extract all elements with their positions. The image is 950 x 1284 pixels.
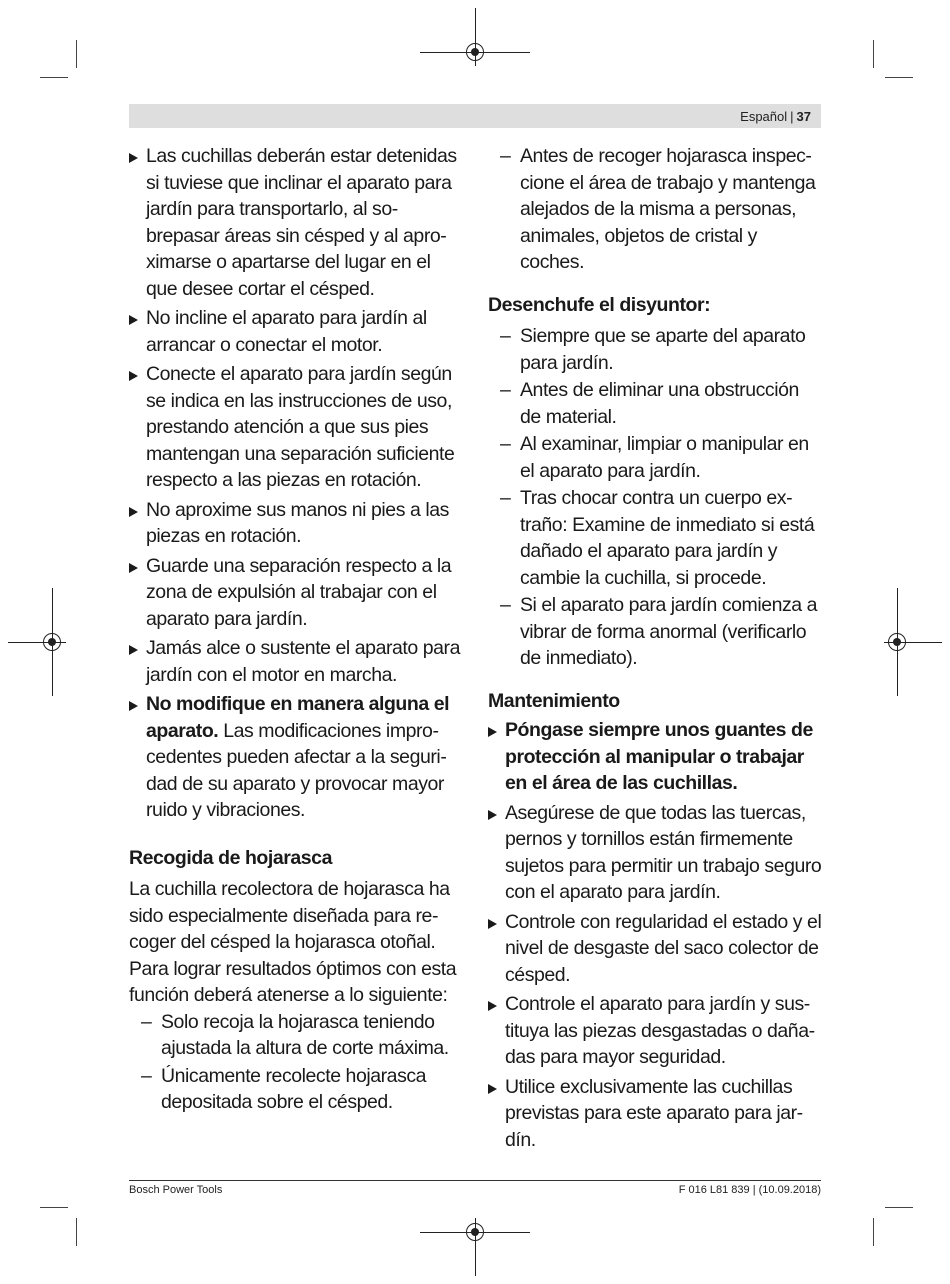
- list-item: [488, 717, 824, 797]
- list-item: [488, 800, 824, 906]
- triangle-bullet-icon: [129, 701, 138, 711]
- list-item: [488, 909, 824, 989]
- triangle-bullet-icon: [129, 371, 138, 381]
- page-number: 37: [796, 109, 811, 124]
- triangle-bullet-icon: [488, 1001, 497, 1011]
- list-item-bold-text: Póngase siempre unos guantes de protección al manipular o trabajar en el área de las cuchillas.: [505, 719, 813, 794]
- list-item-text: Jamás alce o sustente el aparato para jardín con el motor en marcha.: [146, 637, 460, 686]
- dash-item: [129, 1063, 465, 1116]
- list-item: [129, 497, 465, 550]
- dash-item-text: Al examinar, limpiar o manipular en el aparato para jardín.: [520, 433, 809, 482]
- list-item: [129, 143, 465, 302]
- dash-marker: –: [141, 1010, 152, 1033]
- list-item: [129, 635, 465, 688]
- triangle-bullet-icon: [488, 919, 497, 929]
- dash-item: [129, 1009, 465, 1062]
- footer-doc-ref: F 016 L81 839 | (10.09.2018): [678, 1184, 821, 1196]
- dash-marker: –: [500, 433, 511, 455]
- dash-item: [488, 431, 824, 484]
- list-item-text: No aproxime sus manos ni pies a las piezas en rotación.: [146, 498, 449, 547]
- list-item-text: Las modificaciones improcedentes pueden afectar a la seguridad de su aparato y provocar mayor ruido y vibraciones.: [146, 719, 447, 821]
- list-item-text: No incline el aparato para jardín al arrancar o conectar el motor.: [146, 307, 427, 356]
- section-paragraph: La cuchilla recolectora de hojarasca ha sido especialmente diseñada para recoger del césped la hojarasca otoñal. Para lograr resultados óptimos con esta función deberá atenerse a lo siguiente:: [129, 878, 457, 1006]
- dash-marker: –: [500, 325, 511, 347]
- footer-divider: [129, 1180, 821, 1181]
- registration-mark-icon: [43, 633, 61, 651]
- triangle-bullet-icon: [129, 563, 138, 573]
- footer-brand: Bosch Power Tools: [129, 1184, 223, 1196]
- list-item: [488, 991, 824, 1071]
- left-column: [129, 143, 465, 1117]
- triangle-bullet-icon: [129, 153, 138, 163]
- dash-marker: –: [141, 1064, 152, 1087]
- list-item-bold-text: No modifique en manera alguna el aparato.: [146, 693, 450, 742]
- list-item: [129, 691, 465, 824]
- dash-marker: –: [500, 487, 511, 509]
- registration-mark-icon: [466, 43, 484, 61]
- dash-item: [488, 323, 824, 376]
- list-item-text: Utilice exclusivamente las cuchillas previstas para este aparato para jardín.: [505, 1075, 804, 1151]
- crop-mark: [76, 40, 77, 68]
- list-item-text: Controle el aparato para jardín y sustituya las piezas desgastadas o dañadas para mayor seguridad.: [505, 993, 816, 1068]
- dash-marker: –: [500, 379, 511, 401]
- dash-item: [488, 592, 824, 672]
- section-heading: Recogida de hojarasca: [129, 846, 332, 869]
- dash-item: [488, 377, 824, 430]
- list-item-text: Conecte el aparato para jardín según se indica en las instrucciones de uso, prestando atención a que sus pies mantengan una separación suficiente respecto a las piezas en rotación.: [146, 363, 455, 491]
- list-item-text: Las cuchillas deberán estar detenidas si tuviese que inclinar el aparato para jardín para transportarlo, al sobrepasar áreas sin césped y al aproximarse o apartarse del lugar en el que desee cortar el césped.: [146, 145, 457, 300]
- triangle-bullet-icon: [129, 645, 138, 655]
- dash-item-text: Únicamente recolecte hojarasca depositada sobre el césped.: [161, 1064, 427, 1113]
- dash-item-text: Antes de eliminar una obstrucción de material.: [520, 379, 799, 428]
- registration-mark-icon: [888, 633, 906, 651]
- dash-item: [488, 485, 824, 591]
- triangle-bullet-icon: [129, 315, 138, 325]
- list-item-text: Controle con regularidad el estado y el nivel de desgaste del saco colector de césped.: [505, 910, 822, 986]
- dash-item-text: Antes de recoger hojarasca inspeccione el área de trabajo y mantenga alejados de la misma a personas, animales, objetos de cristal y coches.: [520, 145, 816, 273]
- list-item-text: Asegúrese de que todas las tuercas, pernos y tornillos están firmemente sujetos para permitir un trabajo seguro con el aparato para jardín.: [505, 801, 822, 903]
- list-item: [129, 553, 465, 633]
- crop-mark: [885, 77, 913, 78]
- registration-mark-icon: [466, 1223, 484, 1241]
- list-item: [129, 361, 465, 494]
- crop-mark: [40, 1207, 68, 1208]
- list-item: [129, 305, 465, 358]
- section-heading: Mantenimiento: [488, 689, 620, 712]
- crop-mark: [873, 1218, 874, 1246]
- dash-marker: –: [500, 594, 511, 616]
- dash-marker: –: [500, 145, 511, 167]
- dash-item: [488, 143, 824, 276]
- crop-mark: [40, 77, 68, 78]
- header-language: Español: [740, 109, 788, 124]
- dash-item-text: Siempre que se aparte del aparato para jardín.: [520, 325, 806, 374]
- section-heading: Desenchufe el disyuntor:: [488, 293, 711, 316]
- triangle-bullet-icon: [488, 810, 497, 820]
- list-item-text: Guarde una separación respecto a la zona de expulsión al trabajar con el aparato para jardín.: [146, 554, 452, 630]
- crop-mark: [885, 1207, 913, 1208]
- dash-item-text: Tras chocar contra un cuerpo extraño: Examine de inmediato si está dañado el aparato para jardín y cambie la cuchilla, si procede.: [520, 487, 815, 589]
- triangle-bullet-icon: [488, 1084, 497, 1094]
- crop-mark: [873, 40, 874, 68]
- crop-mark: [76, 1218, 77, 1246]
- header-text: [740, 109, 811, 124]
- right-column: [488, 143, 824, 1156]
- list-item: [488, 1074, 824, 1154]
- header-separator: |: [790, 109, 794, 124]
- triangle-bullet-icon: [129, 507, 138, 517]
- triangle-bullet-icon: [488, 727, 497, 737]
- page-header: [129, 104, 821, 128]
- dash-item-text: Solo recoja la hojarasca teniendo ajustada la altura de corte máxima.: [161, 1010, 449, 1059]
- dash-item-text: Si el aparato para jardín comienza a vibrar de forma anormal (verificarlo de inmediato).: [520, 594, 818, 669]
